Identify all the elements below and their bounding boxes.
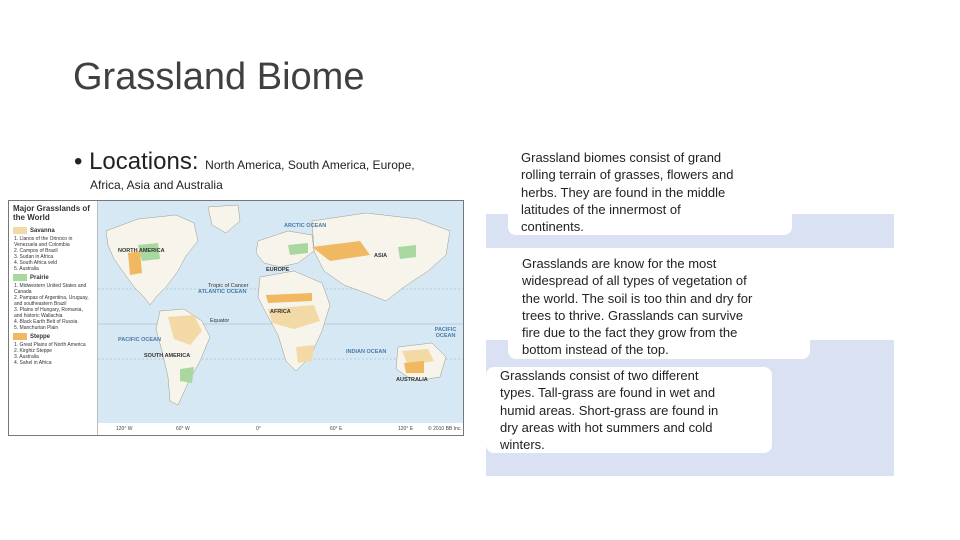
legend-category-name: Steppe	[30, 333, 51, 340]
legend-item: 2. Pampas of Argentina, Uruguay, and southeastern Brazil	[14, 295, 89, 307]
legend-category-name: Prairie	[30, 274, 49, 281]
bullet-lead: Locations:	[89, 148, 199, 175]
label-north-america: NORTH AMERICA	[118, 248, 165, 254]
label-asia: ASIA	[374, 253, 388, 259]
legend-item: 4. Sahel in Africa	[14, 360, 52, 366]
legend-item: 1. Llanos of the Orinoco in Venezuela and Colombia	[14, 236, 73, 248]
text-line: Grasslands consist of two different	[500, 368, 699, 383]
legend-item: 5. Australia	[14, 266, 39, 272]
label-pacific-ocean-east: PACIFIC OCEAN	[118, 337, 161, 343]
text-line: dry areas with hot summers and cold	[500, 419, 713, 435]
text-box-types	[486, 367, 772, 453]
slide-title: Grassland Biome	[73, 56, 365, 98]
legend-item: 5. Manchurian Plain	[14, 325, 59, 331]
label-africa: AFRICA	[270, 309, 291, 315]
bullet-marker: •	[74, 148, 83, 175]
map-ocean	[98, 201, 463, 423]
text-line: herbs. They are found in the middle	[521, 184, 726, 200]
legend-item: 2. Kirghiz Steppe	[14, 348, 53, 354]
label-pacific-ocean-west: PACIFIC OCEAN	[434, 327, 457, 339]
text-box-definition	[508, 149, 792, 235]
north-america-land	[106, 215, 198, 305]
prairie-patch	[398, 245, 416, 259]
text-line: bottom instead of the top.	[522, 342, 669, 358]
text-line: continents.	[521, 219, 584, 235]
legend-category-prairie	[9, 272, 97, 331]
grasslands-map	[8, 200, 464, 436]
legend-item: 3. Plains of Hungary, Romania, and historic Wallachia	[14, 307, 83, 319]
legend-category-steppe	[9, 331, 97, 366]
legend-item: 4. Black Earth Belt of Russia	[14, 319, 78, 325]
savanna-swatch	[13, 227, 27, 234]
longitude-label: 60° W	[176, 426, 190, 432]
text-line: Grasslands are know for the most	[522, 256, 717, 271]
longitude-label: 120° W	[116, 426, 133, 432]
text-line: winters.	[500, 437, 545, 453]
prairie-patch	[180, 367, 194, 383]
legend-item: 3. Sudan in Africa	[14, 254, 54, 260]
bullet-detail-line1: North America, South America, Europe,	[205, 158, 415, 172]
bullet-locations	[74, 148, 494, 176]
steppe-swatch	[13, 333, 27, 340]
label-australia: AUSTRALIA	[396, 377, 428, 383]
label-arctic-ocean: ARCTIC OCEAN	[284, 223, 327, 229]
longitude-label: 60° E	[330, 426, 343, 432]
legend-item: 3. Australia	[14, 354, 39, 360]
text-line: types. Tall-grass are found in wet and	[500, 385, 716, 401]
longitude-label: 0°	[256, 426, 261, 432]
legend-item: 4. South Africa veld	[14, 260, 58, 266]
legend-item: 1. Midwestern United States and Canada	[14, 283, 87, 295]
text-line: the world. The soil is too thin and dry for	[522, 290, 753, 306]
legend-item: 1. Great Plains of North America	[14, 342, 86, 348]
label-europe: EUROPE	[266, 267, 290, 273]
legend-title: Major Grasslands of the World	[13, 204, 90, 222]
steppe-patch	[128, 251, 142, 275]
text-line: humid areas. Short-grass are found in	[500, 402, 719, 418]
legend-category-savanna	[9, 225, 97, 272]
legend-category-name: Savanna	[30, 227, 55, 234]
longitude-scale	[98, 423, 463, 435]
text-line: latitudes of the innermost of	[521, 201, 681, 217]
text-line: trees to thrive. Grasslands can survive	[522, 307, 744, 323]
text-line: fire due to the fact they grow from the	[522, 325, 738, 341]
steppe-patch	[404, 361, 424, 373]
map-copyright: © 2010 BB Inc.	[428, 426, 462, 432]
greenland-land	[208, 205, 240, 233]
bullet-detail-line2: Africa, Asia and Australia	[90, 178, 223, 192]
longitude-label: 120° E	[398, 426, 414, 432]
text-line: Grassland biomes consist of grand	[521, 150, 722, 165]
text-line: rolling terrain of grasses, flowers and	[521, 167, 734, 183]
prairie-swatch	[13, 274, 27, 281]
label-atlantic-ocean: ATLANTIC OCEAN	[198, 289, 247, 295]
map-legend	[9, 201, 98, 435]
label-south-america: SOUTH AMERICA	[144, 353, 191, 359]
label-indian-ocean: INDIAN OCEAN	[346, 349, 387, 355]
prairie-patch	[288, 243, 308, 255]
text-box-vegetation	[508, 255, 810, 359]
label-equator: Equator	[210, 318, 230, 324]
savanna-patch	[296, 345, 314, 363]
label-tropic-of-cancer: Tropic of Cancer	[208, 283, 249, 289]
legend-item: 2. Campos of Brazil	[14, 248, 58, 254]
text-line: widespread of all types of vegetation of	[522, 273, 747, 289]
